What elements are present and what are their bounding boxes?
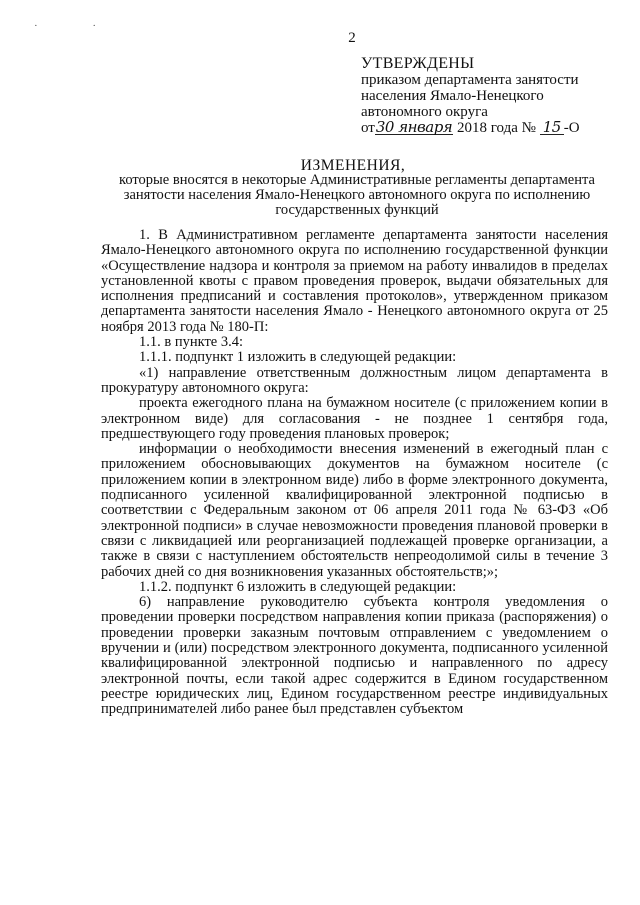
body-paragraph: 1. В Административном регламенте департамента занятости населения Ямало-Ненецкого автономного округа по исполнению государственной функции «Осуществление надзора и контроля за приемом на работу инвалидов в пределах установленной квоты с правом проведения проверок, выдачи обязательных для исполнения предписаний и составления протоколов», утвержденном приказом департамента занятости населения Ямало - Ненецкого автономного округа от 25 ноября 2013 года № 180-П:	[101, 227, 608, 335]
scan-artifact-marks: · ·	[34, 20, 123, 32]
body-paragraph: 6) направление руководителю субъекта контроля уведомления о проведении проверки посредством направления копии приказа (распоряжения) о проведении проверки заказным почтовым отправлением с уведомлением о вручении и (или) посредством электронного документа, подписанного усиленной квалифицированной электронной подписью и направленного по адресу электронной почты, если такой адрес содержится в Едином государственном реестре юридических лиц, Едином государственном реестре индивидуальных предпринимателей либо ранее был представлен субъектом	[101, 594, 608, 718]
approval-line-3: автономного округа	[361, 104, 488, 120]
document-body	[101, 228, 608, 718]
approval-date-line	[361, 120, 580, 136]
body-paragraph: 1.1.1. подпункт 1 изложить в следующей редакции:	[139, 349, 457, 366]
handwritten-date: 30 января	[375, 118, 453, 136]
handwritten-order-number: 15	[540, 120, 564, 135]
body-paragraph: 1.1.2. подпункт 6 изложить в следующей редакции:	[139, 578, 457, 595]
approval-block	[361, 56, 580, 136]
document-subtitle: которые вносятся в некоторые Административные регламенты департамента занятости населения Ямало-Ненецкого автономного округа по исполнению государственных функций	[119, 172, 595, 218]
body-paragraph: «1) направление ответственным должностным лицом департамента в прокуратуру автономного округа:	[101, 364, 608, 396]
order-number-suffix: -О	[563, 120, 580, 136]
approval-title: УТВЕРЖДЕНЫ	[361, 55, 475, 72]
page-number: 2	[348, 30, 356, 46]
document-title: ИЗМЕНЕНИЯ,	[300, 157, 406, 174]
approval-line-1: приказом департамента занятости	[361, 72, 579, 88]
date-prefix: от	[361, 120, 375, 136]
body-paragraph: проекта ежегодного плана на бумажном носителе (с приложением копии в электронном виде) для согласования - не позднее 1 сентября года, предшествующего году проведения плановых проверок;	[101, 395, 608, 442]
approval-line-2: населения Ямало-Ненецкого	[361, 88, 544, 104]
body-paragraph: 1.1. в пункте 3.4:	[139, 334, 244, 351]
year-text: 2018 года №	[456, 120, 536, 136]
body-paragraph: информации о необходимости внесения изменений в ежегодный план с приложением обосновывающих документов на бумажном носителе (с приложением копии в электронном виде) либо в форме электронного документа, подписанного усиленной квалифицированной электронной подписью в соответствии с Федеральным законом от 06 апреля 2011 года № 63-ФЗ «Об электронной подписи» в случае невозможности проведения плановой проверки в связи с ликвидацией или реорганизацией подлежащей проверке организации, а также в связи с наступлением обстоятельств непреодолимой силы в течение 3 рабочих дней со дня возникновения указанных обстоятельств;»;	[101, 441, 608, 580]
